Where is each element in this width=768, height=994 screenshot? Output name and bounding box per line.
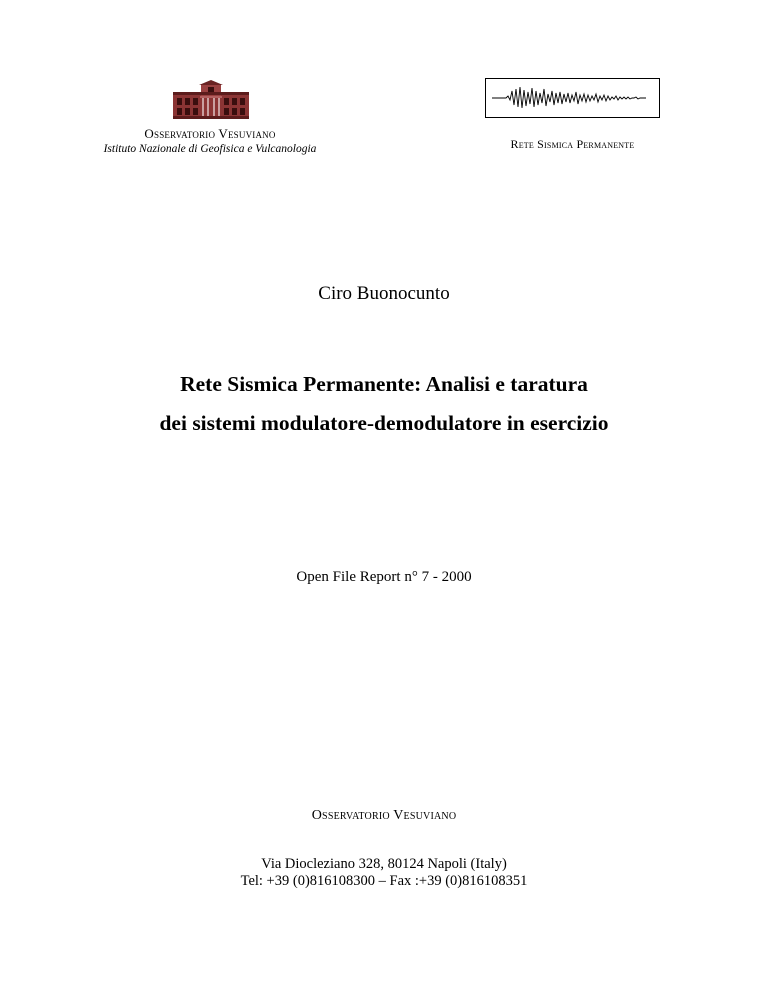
institution-name: Osservatorio Vesuviano [144, 126, 276, 141]
footer-contacts: Tel: +39 (0)816108300 – Fax :+39 (0)816108351 [240, 873, 528, 889]
network-name: Rete Sismica Permanente [510, 137, 635, 151]
observatory-building-icon [171, 80, 251, 120]
author-name: Ciro Buonocunto [318, 283, 450, 304]
footer-address: Via Diocleziano 328, 80124 Napoli (Italy) [261, 856, 507, 872]
report-number: Open File Report n° 7 - 2000 [296, 569, 472, 585]
report-title-line-2: dei sistemi modulatore-demodulatore in esercizio [159, 411, 609, 435]
seismogram-icon [486, 79, 659, 117]
footer-institution: Osservatorio Vesuviano [311, 808, 457, 823]
institution-subtitle: Istituto Nazionale di Geofisica e Vulcanologia [103, 143, 317, 155]
report-title-line-1: Rete Sismica Permanente: Analisi e taratura [180, 372, 588, 396]
seismogram-logo [485, 78, 660, 118]
